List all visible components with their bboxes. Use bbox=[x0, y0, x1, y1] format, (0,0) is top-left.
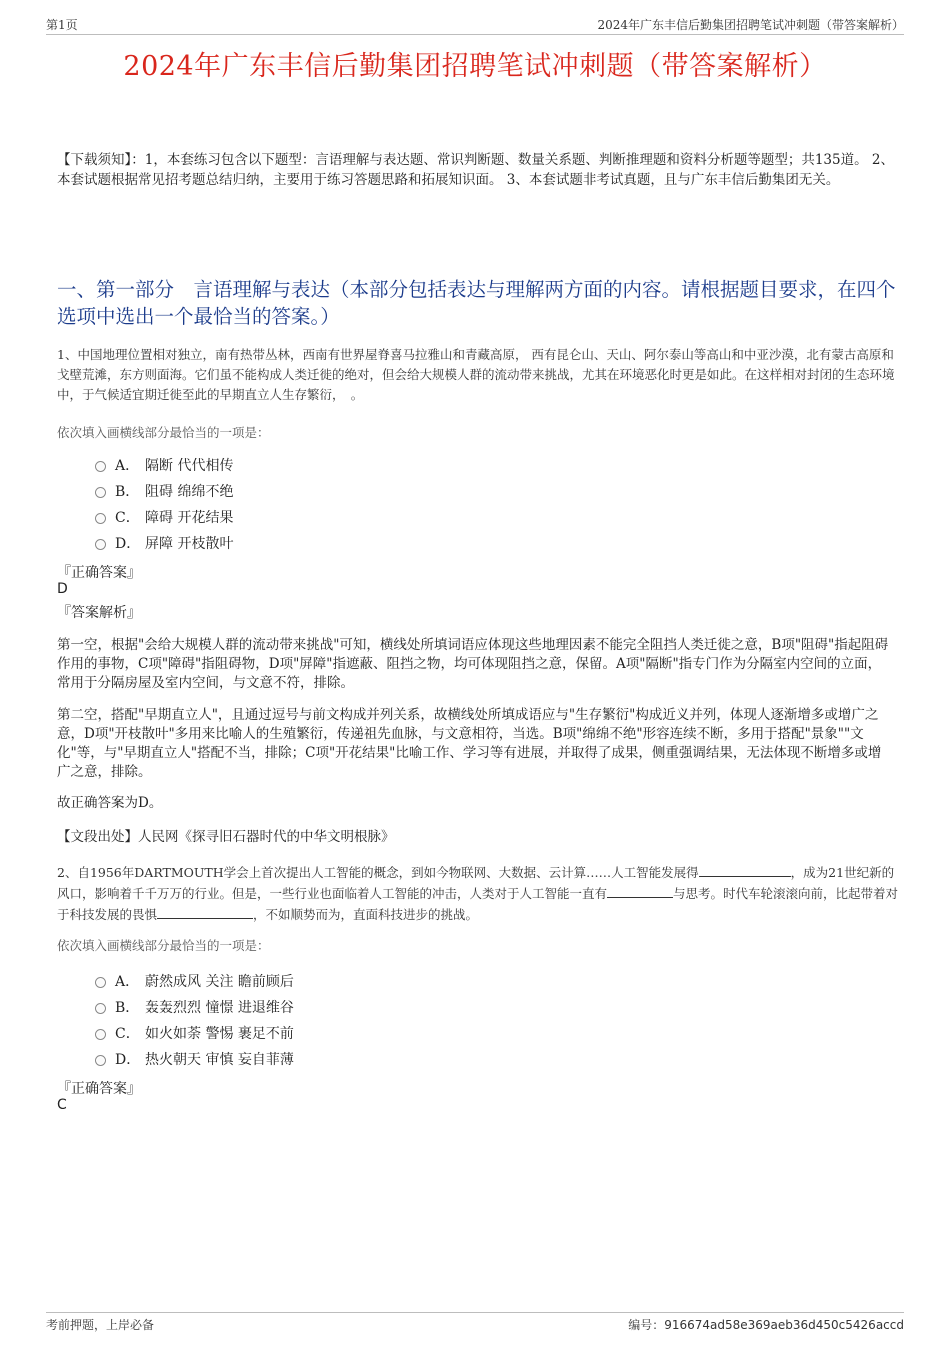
question-2-answer: C bbox=[57, 1097, 67, 1113]
radio-icon[interactable] bbox=[95, 513, 106, 524]
question-1-analysis-paragraph: 第二空，搭配"早期直立人"，且通过逗号与前文构成并列关系，故横线处所填成语应与"生存繁衍"构成近义并列，体现人逐渐增多或增广之意，D项"开枝散叶"多用来比喻人的生殖繁衍，传递祖先血脉，与文意相符，当选。B项"绵绵不绝"形容连续不断，多用于搭配"景象""文化"等，与"早期直立人"搭配不当，排除；C项"开花结果"比喻工作、学习等有进展，并取得了成果，侧重强调结果，无法体现不断增多或增广之意，排除。 bbox=[57, 707, 882, 780]
header-doc-title: 2024年广东丰信后勤集团招聘笔试冲刺题（带答案解析） bbox=[597, 18, 904, 32]
fill-blank bbox=[157, 904, 253, 919]
section-heading: 一、第一部分 言语理解与表达（本部分包括表达与理解两方面的内容。请根据题目要求，在四个选项中选出一个最恰当的答案。） bbox=[57, 278, 896, 328]
question-1-option-a[interactable]: A． 隔断 代代相传 bbox=[95, 452, 233, 478]
radio-icon[interactable] bbox=[95, 977, 106, 988]
question-1-option-c[interactable]: C． 障碍 开花结果 bbox=[95, 504, 233, 530]
question-1-source: 【文段出处】人民网《探寻旧石器时代的中华文明根脉》 bbox=[57, 829, 395, 845]
question-2-correct-answer-label: 『正确答案』 bbox=[57, 1081, 141, 1097]
radio-icon[interactable] bbox=[95, 1055, 106, 1066]
question-1-option-d[interactable]: D． 屏障 开枝散叶 bbox=[95, 530, 233, 556]
radio-icon[interactable] bbox=[95, 1029, 106, 1040]
radio-icon[interactable] bbox=[95, 487, 106, 498]
question-1-prompt: 依次填入画横线部分最恰当的一项是： bbox=[57, 425, 270, 440]
radio-icon[interactable] bbox=[95, 461, 106, 472]
question-2-prompt: 依次填入画横线部分最恰当的一项是： bbox=[57, 938, 270, 953]
download-notice: 【下载须知】：1，本套练习包含以下题型：言语理解与表达题、常识判断题、数量关系题、判断推理题和资料分析题等题型；共135道。 2、本套试题根据常见招考题总结归纳，主要用于练习答题思路和拓展知识面。 3、本套试题非考试真题，且与广东丰信后勤集团无关。 bbox=[57, 152, 894, 188]
question-1-text: 1、中国地理位置相对独立，南有热带丛林，西南有世界屋脊喜马拉雅山和青藏高原， 西有昆仑山、天山、阿尔泰山等高山和中亚沙漠，北有蒙古高原和戈壁荒滩，东方则面海。它们虽不能构成人类迁徙的绝对，但会给大规模人群的流动带来挑战，尤其在环境恶化时更是如此。在这样相对封闭的生态环境中，于气候适宜期迁徙至此的早期直立人生存繁衍， 。 bbox=[57, 347, 895, 402]
question-2-options bbox=[95, 968, 294, 1072]
fill-blank bbox=[607, 883, 673, 898]
question-2-option-a[interactable]: A． 蔚然成风 关注 瞻前顾后 bbox=[95, 968, 294, 994]
question-2-option-c[interactable]: C． 如火如荼 警惕 裹足不前 bbox=[95, 1020, 294, 1046]
question-1-analysis-paragraph: 第一空，根据"会给大规模人群的流动带来挑战"可知，横线处所填词语应体现这些地理因素不能完全阻挡人类迁徙之意，B项"阻碍"指起阻碍作用的事物，C项"障碍"指阻碍物，D项"屏障"指遮蔽、阻挡之物，均可体现阻挡之意，保留。A项"隔断"指专门作为分隔室内空间的立面，常用于分隔房屋及室内空间，与文意不符，排除。 bbox=[57, 637, 889, 691]
radio-icon[interactable] bbox=[95, 1003, 106, 1014]
question-1-conclusion: 故正确答案为D。 bbox=[57, 795, 163, 811]
question-1-options bbox=[95, 452, 233, 556]
page-number: 第1页 bbox=[46, 18, 78, 32]
question-1-answer: D bbox=[57, 581, 68, 597]
document-title: 2024年广东丰信后勤集团招聘笔试冲刺题（带答案解析） bbox=[123, 51, 827, 82]
page-footer bbox=[46, 1312, 904, 1333]
fill-blank bbox=[699, 862, 791, 877]
page-header bbox=[46, 14, 904, 35]
radio-icon[interactable] bbox=[95, 539, 106, 550]
footer-slogan: 考前押题，上岸必备 bbox=[46, 1318, 155, 1332]
question-2-option-b[interactable]: B． 轰轰烈烈 憧憬 进退维谷 bbox=[95, 994, 294, 1020]
footer-code: 编号：916674ad58e369aeb36d450c5426accd bbox=[628, 1318, 904, 1332]
question-1-analysis-label: 『答案解析』 bbox=[57, 605, 141, 621]
question-1-correct-answer-label: 『正确答案』 bbox=[57, 565, 141, 581]
question-2-option-d[interactable]: D． 热火朝天 审慎 妄自菲薄 bbox=[95, 1046, 294, 1072]
question-2-text: 2、自1956年DARTMOUTH学会上首次提出人工智能的概念，到如今物联网、大数据、云计算……人工智能发展得 ，成为21世纪新的风口，影响着千千万万的行业。但是，一些行业也面临着人工智能的冲击，人类对于人工智能一直有 与思考。时代车轮滚滚向前，比起带着对于科技发展的畏惧 ，不如顺势而为，直面科技进步的挑战。 bbox=[57, 862, 899, 925]
question-1-option-b[interactable]: B． 阻碍 绵绵不绝 bbox=[95, 478, 233, 504]
